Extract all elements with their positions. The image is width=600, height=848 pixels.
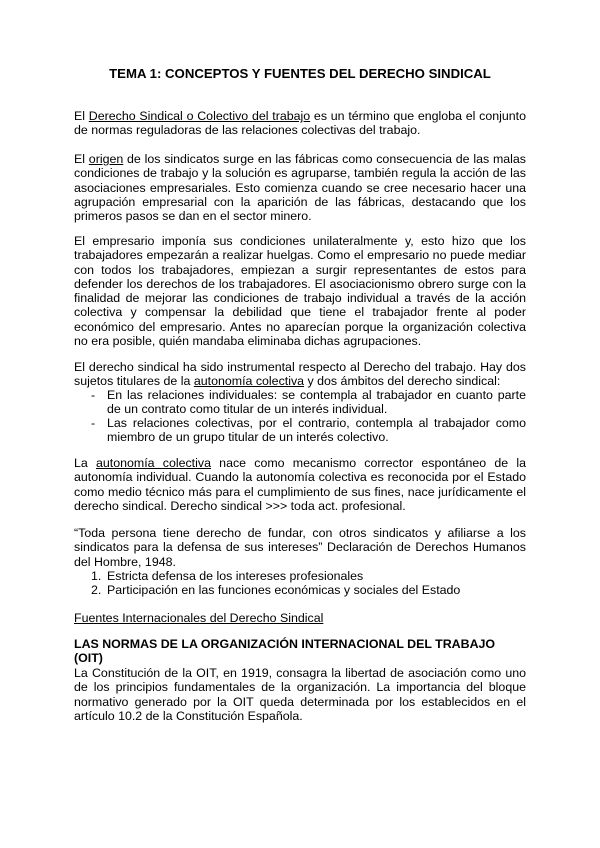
paragraph-instrumental-post: y dos ámbitos del derecho sindical: [304,374,501,389]
ordered-text: Participación en las funciones económicas y sociales del Estado [107,583,461,597]
paragraph-origin-post: de los sindicatos surge en las fábricas como consecuencia de las malas condiciones de trabajo y la solución es agruparse, también regula la acción de las asociaciones empresariales. Esto comienza cuando se cree necesario hacer una agrupación empresarial con la aparición de las fábricas, destacando que los primeros pasos se dan en el sector minero. [74,152,526,224]
document-title: TEMA 1: CONCEPTOS Y FUENTES DEL DERECHO SINDICAL [109,66,491,81]
paragraph-oit: La Constitución de la OIT, en 1919, consagra la libertad de asociación como uno de los principios fundamentales de la organización. La importancia del bloque normativo generado por la OIT queda determinada por los establecidos en el artículo 10.2 de la Constitución Española. [74,666,526,723]
paragraph-employer: El empresario imponía sus condiciones unilateralmente y, esto hizo que los trabajadores empezarán a realizar huelgas. Como el empresario no puede mediar con todos los trabajadores, empiezan a surgir representantes de estos para defender los derechos de los trabajadores. El asociacionismo obrero surge con la finalidad de mejorar las condiciones de trabajo individual a través de la acción colectiva y compensar la debilidad que tiene el trabajador frente al poder económico del empresario. Antes no aparecían porque la organización colectiva no era posible, quién mandaba eliminaba dichas agrupaciones. [74,234,526,349]
link-autonomia-colectiva[interactable]: autonomía colectiva [193,374,305,389]
bullet-text: Las relaciones colectivas, por el contrario, contempla al trabajador como miembro de un grupo titular de un interés colectivo. [107,416,526,445]
bullet-marker: - [91,388,96,402]
link-origen[interactable]: origen [88,152,124,166]
section-heading-oit: LAS NORMAS DE LA ORGANIZACIÓN INTERNACIONAL DEL TRABAJO (OIT) [74,637,496,666]
paragraph-definition-pre: El [74,109,89,123]
bullet-marker: - [91,416,96,430]
ordered-item [91,569,526,583]
paragraph-instrumental-pre: El derecho sindical ha sido instrumental respecto al Derecho del trabajo. Hay dos sujetos titulares de la [74,360,526,389]
paragraph-quote: “Toda persona tiene derecho de fundar, con otros sindicatos y afiliarse a los sindicatos para la defensa de sus intereses” Declaración de Derechos Humanos del Hombre, 1948. [74,526,526,569]
link-derecho-sindical[interactable]: Derecho Sindical o Colectivo del trabajo [88,109,311,123]
paragraph-autonomy-post: nace como mecanismo corrector espontáneo de la autonomía individual. Cuando la autonomía colectiva es reconocida por el Estado como medio técnico más para el cumplimiento de sus fines, nace jurídicamente el derecho sindical. Derecho sindical >>> toda act. profesional. [74,456,526,513]
paragraph-definition [74,109,526,138]
ordered-marker: 1. [91,569,102,583]
subheading-fuentes: Fuentes Internacionales del Derecho Sindical [74,611,324,625]
bullet-text: En las relaciones individuales: se contempla al trabajador en cuanto parte de un contrato como titular de un interés individual. [107,388,526,417]
bullet-item [91,416,526,445]
ordered-text: Estricta defensa de los intereses profesionales [107,569,364,583]
bullet-item [91,388,526,417]
ordered-item [91,583,526,597]
link-autonomia-colectiva-2[interactable]: autonomía colectiva [96,456,211,470]
ordered-marker: 2. [91,583,102,597]
paragraph-autonomy [74,456,526,513]
paragraph-origin [74,152,526,223]
paragraph-origin-pre: El [74,152,89,166]
paragraph-instrumental [74,360,526,389]
paragraph-autonomy-pre: La [74,456,96,470]
paragraph-definition-post: es un término que engloba el conjunto de normas reguladoras de las relaciones colectivas del trabajo. [74,109,526,138]
